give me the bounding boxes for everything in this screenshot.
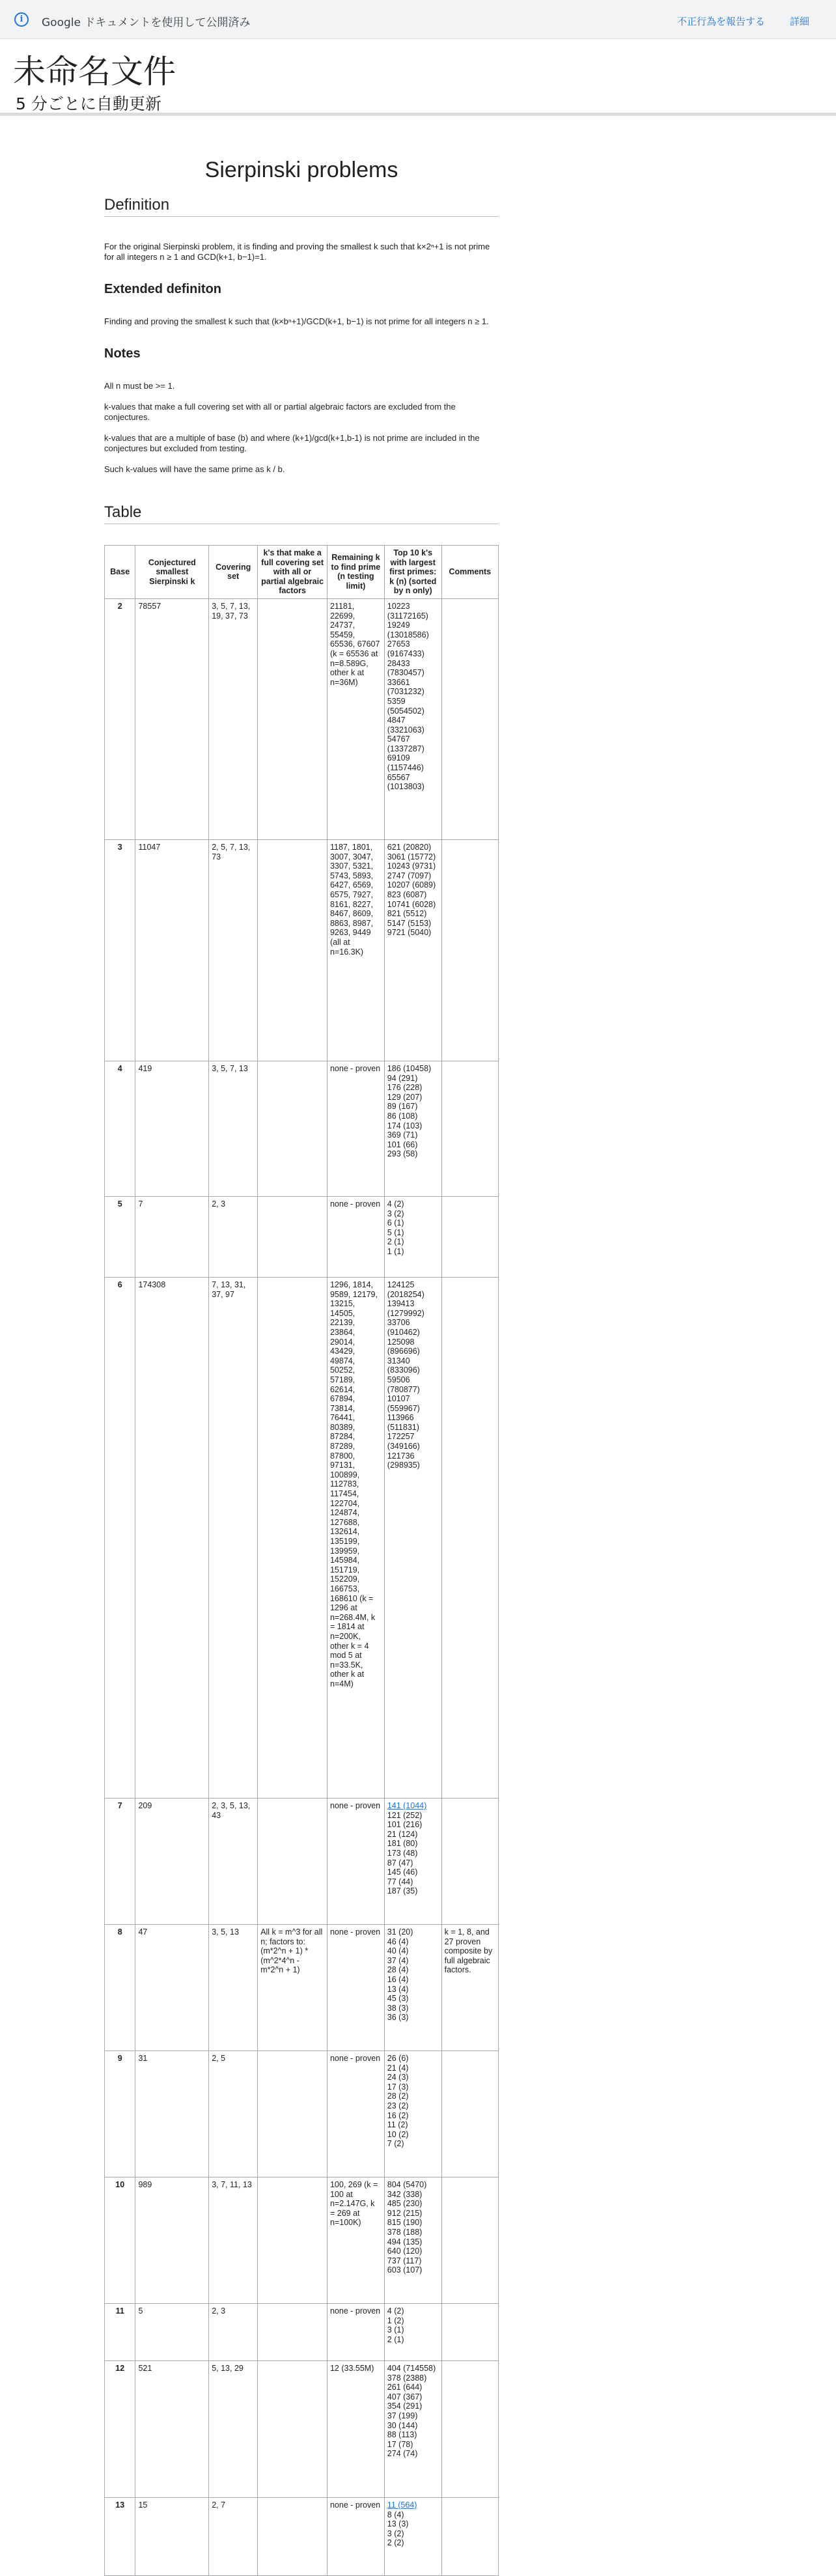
note-item: Such k-values will have the same prime as k / b.: [104, 464, 285, 474]
covering-set-cell: 2, 5: [209, 2051, 258, 2177]
base-cell: 3: [105, 839, 135, 1061]
top-primes-cell: [384, 1798, 441, 1924]
auto-update-note: 5 分ごとに自動更新: [16, 94, 161, 113]
base-cell: 11: [105, 2303, 135, 2360]
comments-cell: [441, 1277, 498, 1798]
published-text: Google ドキュメントを使用して公開済み: [42, 16, 251, 29]
col-header-base: Base: [105, 546, 135, 599]
conjectured-k-cell: 31: [135, 2051, 209, 2177]
document-header: [0, 39, 836, 116]
base-cell: 13: [105, 2497, 135, 2575]
base-cell: 7: [105, 1798, 135, 1924]
comments-cell: [441, 2360, 498, 2497]
remaining-k-cell: none - proven: [327, 2303, 384, 2360]
algebraic-factors-cell: [258, 2360, 327, 2497]
table-row: [105, 598, 499, 839]
col-header-covering: Covering set: [209, 546, 258, 599]
table-row: [105, 2177, 499, 2303]
remaining-k-cell: 1296, 1814, 9589, 12179, 13215, 14505, 22139, 23864, 29014, 43429, 49874, 50252, 57189, 62614, 67894, 73814, 76441, 80389, 87284, 87289, 87800, 97131, 100899, 112783, 117454, 122704, 124874, 127688, 132614, 135199, 139959, 145984, 151719, 152209, 166753, 168610 (k = 1296 at n=268.4M, k = 1814 at n=200K, other k = 4 mod 5 at n=33.5K, other k at n=4M): [327, 1277, 384, 1798]
table-row: [105, 1798, 499, 1924]
note-item: k-values that are a multiple of base (b) and where (k+1)/gcd(k+1,b-1) is not prime are included in the conjectures but excluded from testing.: [104, 433, 480, 453]
top-primes-cell: 186 (10458) 94 (291) 176 (228) 129 (207) 89 (167) 86 (108) 174 (103) 369 (71) 101 (66) 293 (58): [384, 1061, 441, 1196]
table-header-row: [105, 546, 499, 599]
extended-heading: Extended definiton: [104, 282, 221, 296]
remaining-k-cell: none - proven: [327, 1196, 384, 1277]
covering-set-cell: 2, 3: [209, 2303, 258, 2360]
conjectured-k-cell: 15: [135, 2497, 209, 2575]
remaining-k-cell: none - proven: [327, 1061, 384, 1196]
document-body: [104, 137, 499, 2576]
top-prime-link[interactable]: 11 (564): [387, 2500, 417, 2510]
top-primes-cell: 124125 (2018254) 139413 (1279992) 33706 (910462) 125098 (896696) 31340 (833096) 59506 (780877) 10107 (559967) 113966 (511831) 172257 (349166) 121736 (298935): [384, 1277, 441, 1798]
table-row: [105, 839, 499, 1061]
algebraic-factors-cell: [258, 1277, 327, 1798]
table-row: [105, 1061, 499, 1196]
comments-cell: [441, 2177, 498, 2303]
top-primes-cell: 621 (20820) 3061 (15772) 10243 (9731) 2747 (7097) 10207 (6089) 823 (6087) 10741 (6028) 821 (5512) 5147 (5153) 9721 (5040): [384, 839, 441, 1061]
col-header-comments: Comments: [441, 546, 498, 599]
conjectured-k-cell: 174308: [135, 1277, 209, 1798]
info-icon: i: [14, 12, 29, 27]
base-cell: 9: [105, 2051, 135, 2177]
covering-set-cell: 2, 3: [209, 1196, 258, 1277]
remaining-k-cell: 1187, 1801, 3007, 3047, 3307, 5321, 5743, 5893, 6427, 6569, 6575, 7927, 8161, 8227, 8467, 8609, 8863, 8987, 9263, 9449 (all at n=16.3K): [327, 839, 384, 1061]
algebraic-factors-cell: [258, 839, 327, 1061]
extended-text: Finding and proving the smallest k such that (k×bⁿ+1)/GCD(k+1, b−1) is not prime for all integers n ≥ 1.: [104, 316, 489, 326]
col-header-k: Conjectured smallest Sierpinski k: [135, 546, 209, 599]
document-title: 未命名文件: [13, 53, 176, 91]
top-prime-link[interactable]: 141 (1044): [387, 1800, 427, 1810]
comments-cell: k = 1, 8, and 27 proven composite by full algebraic factors.: [441, 1924, 498, 2051]
conjectured-k-cell: 47: [135, 1924, 209, 2051]
remaining-k-cell: none - proven: [327, 1798, 384, 1924]
remaining-k-cell: none - proven: [327, 2051, 384, 2177]
covering-set-cell: 2, 7: [209, 2497, 258, 2575]
comments-cell: [441, 598, 498, 839]
remaining-k-cell: none - proven: [327, 1924, 384, 2051]
col-header-top10: Top 10 k's with largest first primes: k (n) (sorted by n only): [384, 546, 441, 599]
algebraic-factors-cell: [258, 2177, 327, 2303]
remaining-k-cell: 12 (33.55M): [327, 2360, 384, 2497]
table-row: [105, 2303, 499, 2360]
remaining-k-cell: none - proven: [327, 2497, 384, 2575]
base-cell: 12: [105, 2360, 135, 2497]
algebraic-factors-cell: [258, 2051, 327, 2177]
col-header-remaining: Remaining k to find prime (n testing limit): [327, 546, 384, 599]
comments-cell: [441, 1798, 498, 1924]
base-cell: 8: [105, 1924, 135, 2051]
conjectured-k-cell: 7: [135, 1196, 209, 1277]
algebraic-factors-cell: [258, 2497, 327, 2575]
covering-set-cell: 5, 13, 29: [209, 2360, 258, 2497]
algebraic-factors-cell: [258, 598, 327, 839]
comments-cell: [441, 2497, 498, 2575]
note-item: k-values that make a full covering set with all or partial algebraic factors are excluded from the conjectures.: [104, 402, 456, 422]
top-primes-cell: 26 (6) 21 (4) 24 (3) 17 (3) 28 (2) 23 (2) 16 (2) 11 (2) 10 (2) 7 (2): [384, 2051, 441, 2177]
conjectured-k-cell: 989: [135, 2177, 209, 2303]
details-link[interactable]: 詳細: [790, 16, 810, 27]
base-cell: 2: [105, 598, 135, 839]
report-abuse-link[interactable]: 不正行為を報告する: [677, 16, 766, 27]
covering-set-cell: 3, 5, 13: [209, 1924, 258, 2051]
comments-cell: [441, 839, 498, 1061]
top-primes-cell: [384, 2497, 441, 2575]
table-heading: Table: [104, 503, 499, 524]
top-primes-cell: 10223 (31172165) 19249 (13018586) 27653 (9167433) 28433 (7830457) 33661 (7031232) 5359 (5054502) 4847 (3321063) 54767 (1337287) 69109 (1157446) 65567 (1013803): [384, 598, 441, 839]
covering-set-cell: 3, 7, 11, 13: [209, 2177, 258, 2303]
top-primes-cell: 804 (5470) 342 (338) 485 (230) 912 (215) 815 (190) 378 (188) 494 (135) 640 (120) 737 (117) 603 (107): [384, 2177, 441, 2303]
definition-heading: Definition: [104, 196, 499, 217]
table-row: [105, 1196, 499, 1277]
algebraic-factors-cell: [258, 1061, 327, 1196]
top-primes-list: 8 (4) 13 (3) 3 (2) 2 (2): [387, 2510, 409, 2548]
base-cell: 6: [105, 1277, 135, 1798]
top-primes-cell: 404 (714558) 378 (2388) 261 (644) 407 (367) 354 (291) 37 (199) 30 (144) 88 (113) 17 (78) 274 (74): [384, 2360, 441, 2497]
top-primes-cell: 31 (20) 46 (4) 40 (4) 37 (4) 28 (4) 16 (4) 13 (4) 45 (3) 38 (3) 36 (3): [384, 1924, 441, 2051]
top-primes-cell: 4 (2) 1 (2) 3 (1) 2 (1): [384, 2303, 441, 2360]
conjectured-k-cell: 419: [135, 1061, 209, 1196]
note-item: All n must be >= 1.: [104, 381, 175, 391]
col-header-algebraic: k's that make a full covering set with all or partial algebraic factors: [258, 546, 327, 599]
table-row: [105, 2051, 499, 2177]
covering-set-cell: 3, 5, 7, 13: [209, 1061, 258, 1196]
algebraic-factors-cell: [258, 1798, 327, 1924]
conjectured-k-cell: 78557: [135, 598, 209, 839]
table-row: [105, 2360, 499, 2497]
base-cell: 4: [105, 1061, 135, 1196]
comments-cell: [441, 1196, 498, 1277]
page-title: Sierpinski problems: [204, 158, 398, 182]
base-cell: 10: [105, 2177, 135, 2303]
conjectured-k-cell: 5: [135, 2303, 209, 2360]
covering-set-cell: 2, 3, 5, 13, 43: [209, 1798, 258, 1924]
table-row: [105, 1277, 499, 1798]
algebraic-factors-cell: [258, 1196, 327, 1277]
algebraic-factors-cell: [258, 2303, 327, 2360]
comments-cell: [441, 1061, 498, 1196]
conjectured-k-cell: 521: [135, 2360, 209, 2497]
covering-set-cell: 2, 5, 7, 13, 73: [209, 839, 258, 1061]
conjectured-k-cell: 209: [135, 1798, 209, 1924]
base-cell: 5: [105, 1196, 135, 1277]
published-banner: [0, 0, 836, 39]
covering-set-cell: 7, 13, 31, 37, 97: [209, 1277, 258, 1798]
comments-cell: [441, 2303, 498, 2360]
top-primes-cell: 4 (2) 3 (2) 6 (1) 5 (1) 2 (1) 1 (1): [384, 1196, 441, 1277]
covering-set-cell: 3, 5, 7, 13, 19, 37, 73: [209, 598, 258, 839]
conjectured-k-cell: 11047: [135, 839, 209, 1061]
table-row: [105, 1924, 499, 2051]
top-primes-list: 121 (252) 101 (216) 21 (124) 181 (80) 173 (48) 87 (47) 145 (46) 77 (44) 187 (35): [387, 1810, 423, 1896]
sierpinski-table: [104, 545, 499, 2576]
remaining-k-cell: 100, 269 (k = 100 at n=2.147G, k = 269 at n=100K): [327, 2177, 384, 2303]
algebraic-factors-cell: All k = m^3 for all n; factors to: (m*2^n + 1) * (m^2*4^n - m*2^n + 1): [258, 1924, 327, 2051]
table-row: [105, 2497, 499, 2575]
comments-cell: [441, 2051, 498, 2177]
remaining-k-cell: 21181, 22699, 24737, 55459, 65536, 67607 (k = 65536 at n=8.589G, other k at n=36M): [327, 598, 384, 839]
notes-heading: Notes: [104, 346, 141, 361]
definition-text: For the original Sierpinski problem, it is finding and proving the smallest k such that k×2ⁿ+1 is not prime for all integers n ≥ 1 and GCD(k+1, b−1)=1.: [104, 242, 490, 262]
